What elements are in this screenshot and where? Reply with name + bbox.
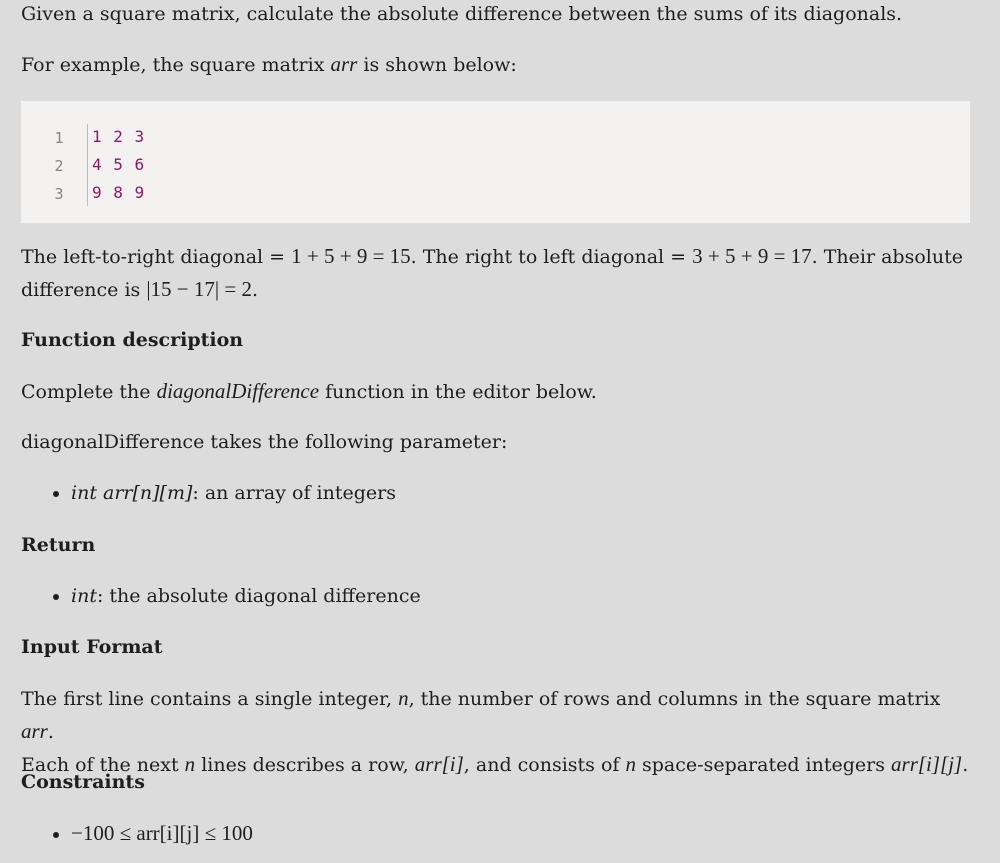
line-number: 2 bbox=[54, 157, 64, 175]
complete-function-text: Complete the diagonalDifference function in the editor below. bbox=[21, 379, 597, 403]
code-line: 9 8 9 bbox=[92, 183, 146, 202]
return-heading: Return bbox=[21, 534, 96, 556]
line-number: 1 bbox=[54, 129, 64, 147]
math-expr: 3 + 5 + 9 = 17 bbox=[692, 244, 812, 268]
var-arr: arr bbox=[21, 719, 48, 743]
function-description-heading: Function description bbox=[21, 329, 244, 351]
param-name: int arr[n][m] bbox=[71, 482, 193, 504]
var-n: n bbox=[398, 686, 409, 710]
code-line: 4 5 6 bbox=[92, 155, 146, 174]
var-arr-ij: arr[i][j] bbox=[891, 752, 963, 776]
code-block bbox=[21, 101, 970, 223]
var-arr: arr bbox=[330, 52, 358, 76]
constraint-expr: −100 ≤ arr[i][j] ≤ 100 bbox=[71, 821, 253, 845]
math-expr: 1 + 5 + 9 = 15 bbox=[291, 244, 411, 268]
constraints-heading: Constraints bbox=[21, 771, 145, 793]
constraints-list bbox=[21, 817, 253, 850]
example-intro: For example, the square matrix arr is shown below: bbox=[21, 52, 517, 76]
var-arr-i: arr[i] bbox=[414, 752, 464, 776]
line-number-gutter bbox=[47, 124, 88, 206]
return-type: int bbox=[71, 585, 97, 607]
parameter-list bbox=[21, 477, 396, 509]
var-n: n bbox=[184, 752, 196, 776]
input-format-text: The first line contains a single integer, n, the number of rows and columns in the square matrix arr. Each of the next n lines describes a row, arr[i], and consists of n space-separated integers arr[i][j]. bbox=[21, 686, 969, 776]
takes-parameter-text: diagonalDifference takes the following parameter: bbox=[21, 431, 508, 453]
function-name: diagonalDifference bbox=[156, 379, 320, 403]
list-item bbox=[71, 817, 253, 850]
list-item: • int arr[n][m]: an array of integers bbox=[71, 477, 396, 509]
return-list bbox=[21, 580, 421, 612]
diagonal-explanation: The left-to-right diagonal = 1 + 5 + 9 = 15. The right to left diagonal = 3 + 5 + 9 = 17. Their absolute difference is |15 − 17| = 2. bbox=[21, 244, 963, 301]
list-item: • int: the absolute diagonal difference bbox=[71, 580, 421, 612]
line-number: 3 bbox=[54, 185, 64, 203]
code-line: 1 2 3 bbox=[92, 127, 146, 146]
input-format-heading: Input Format bbox=[21, 636, 163, 658]
math-expr: |15 − 17| = 2 bbox=[146, 277, 252, 301]
intro-text: Given a square matrix, calculate the absolute difference between the sums of its diagonals. bbox=[21, 3, 903, 25]
var-n: n bbox=[625, 752, 636, 776]
code-lines bbox=[92, 123, 145, 207]
